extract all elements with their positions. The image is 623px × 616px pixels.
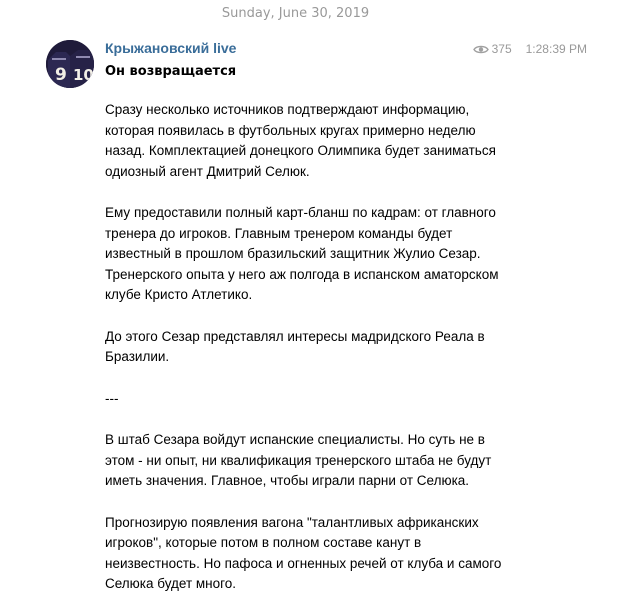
- channel-avatar[interactable]: [46, 40, 94, 88]
- eye-icon: [473, 44, 489, 55]
- avatar-jerseys-icon: [46, 40, 94, 88]
- message-time: 1:28:39 PM: [525, 42, 587, 56]
- channel-name[interactable]: Крыжановский live: [105, 40, 237, 56]
- post-separator: ---: [105, 390, 119, 406]
- post-body: [105, 100, 505, 616]
- post-paragraph: Прогнозирую появления вагона "талантливых африканских игроков", которые потом в полном составе канут в неизвестность. Но пафоса и огненных речей от клуба и самого Селюка будет много.: [105, 514, 502, 591]
- date-divider: Sunday, June 30, 2019: [221, 6, 370, 21]
- post-paragraph: Сразу несколько источников подтверждают информацию, которая появилась в футбольных кругах примерно неделю назад. Комплектацией донецкого Олимпика будет заниматься одиозный агент Дмитрий Селюк.: [105, 102, 496, 179]
- message-meta: [473, 42, 587, 56]
- post-paragraph: В штаб Сезара войдут испанские специалисты. Но суть не в этом - ни опыт, ни квалификация тренерского штаба не будут иметь значения. Главное, чтобы играли парни от Селюка.: [105, 432, 492, 488]
- post-title: Он возвращается: [105, 64, 237, 79]
- post-paragraph: До этого Сезар представлял интересы мадридского Реала в Бразилии.: [105, 328, 485, 364]
- svg-text:10: 10: [73, 66, 94, 84]
- svg-text:9: 9: [55, 65, 67, 85]
- view-count: 375: [491, 42, 512, 56]
- post-paragraph: Ему предоставили полный карт-бланш по кадрам: от главного тренера до игроков. Главным тренером команды будет известный в прошлом бразильский защитник Жулио Сезар. Тренерского опыта у него аж полгода в испанском аматорском клубе Кристо Атлетико.: [105, 205, 499, 302]
